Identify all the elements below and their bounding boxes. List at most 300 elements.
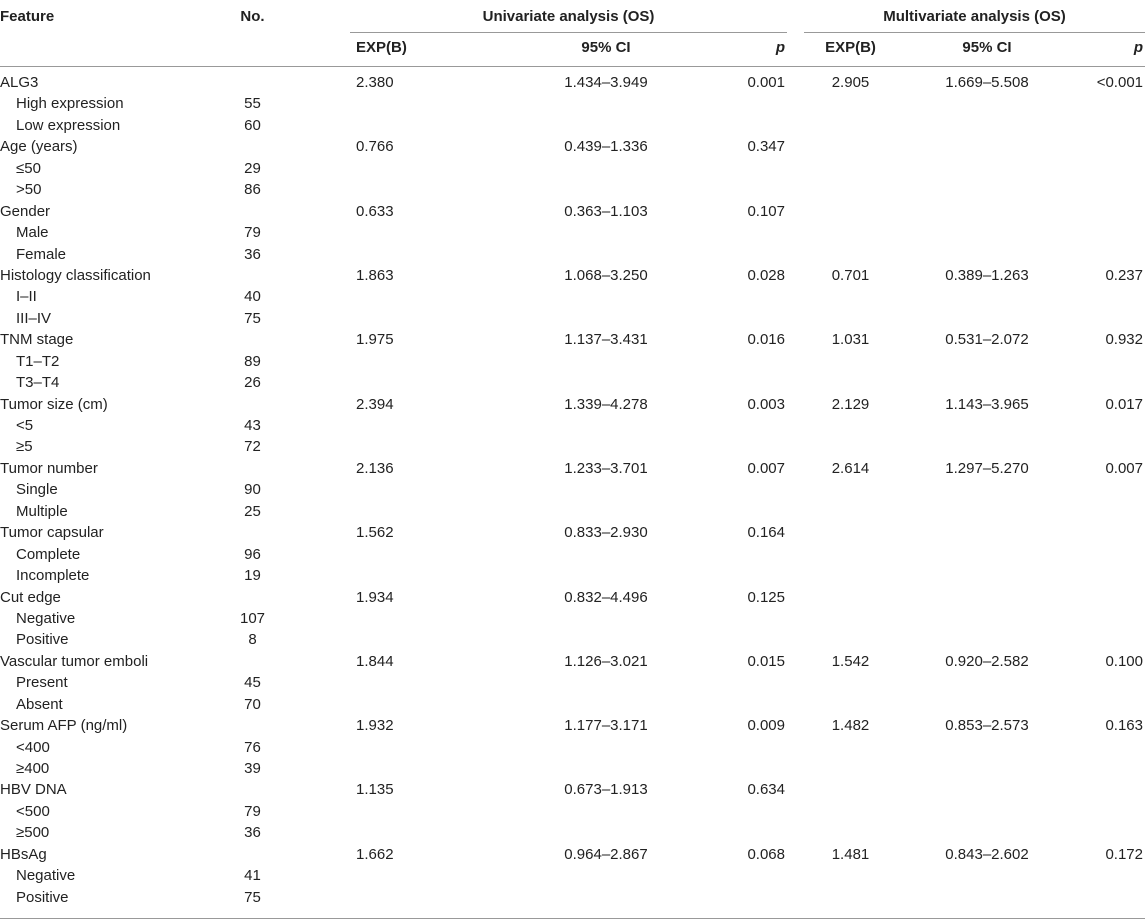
p-value-cell	[1077, 889, 1145, 910]
ci-cell	[510, 353, 702, 374]
exp-cell	[804, 246, 897, 267]
exp-cell	[804, 117, 897, 138]
exp-cell	[350, 374, 510, 395]
subgroup-label: III–IV	[16, 309, 52, 327]
ci-cell	[510, 889, 702, 910]
exp-cell	[350, 481, 510, 502]
subgroup-label: Male	[16, 224, 49, 242]
header-no: No.	[240, 8, 265, 25]
subgroup-label: Positive	[16, 631, 69, 649]
ci-cell	[897, 824, 1077, 845]
header-row-1	[0, 0, 1145, 33]
exp-cell	[804, 374, 897, 395]
ci-cell	[897, 631, 1077, 652]
subgroup-label: Low expression	[16, 116, 121, 134]
p-value-cell	[702, 631, 787, 652]
exp-cell: 2.614	[831, 459, 870, 477]
ci-cell	[897, 181, 1077, 202]
count-cell	[225, 396, 280, 417]
ci-cell	[897, 117, 1077, 138]
table-row	[0, 803, 1145, 824]
header-u-p: p	[702, 33, 787, 67]
exp-cell: 1.662	[356, 845, 394, 863]
exp-cell	[350, 546, 510, 567]
p-value-cell	[1077, 867, 1145, 888]
exp-cell	[350, 760, 510, 781]
count-cell: 79	[244, 802, 261, 820]
exp-cell: 1.481	[831, 845, 870, 863]
table-row	[0, 524, 1145, 545]
exp-cell: 2.394	[356, 395, 394, 413]
p-value-cell	[1077, 310, 1145, 331]
p-value-cell	[702, 696, 787, 717]
exp-cell	[804, 503, 897, 524]
ci-cell	[897, 567, 1077, 588]
ci-cell	[510, 417, 702, 438]
feature-label: Cut edge	[0, 588, 61, 606]
p-value-cell	[1077, 631, 1145, 652]
exp-cell: 0.633	[356, 202, 394, 220]
p-value-cell: 0.003	[747, 395, 785, 413]
feature-label: Gender	[0, 202, 51, 220]
subgroup-label: ≥400	[16, 760, 50, 777]
p-value-cell	[702, 181, 787, 202]
header-row-2	[0, 33, 1145, 67]
exp-cell: 1.031	[831, 331, 870, 349]
exp-cell	[350, 803, 510, 824]
p-value-cell: 0.164	[747, 524, 785, 542]
bottom-rule	[0, 918, 1145, 919]
exp-cell	[804, 781, 897, 802]
p-value-cell	[702, 417, 787, 438]
feature-label: HBsAg	[0, 845, 47, 863]
ci-cell: 0.843–2.602	[945, 845, 1029, 863]
count-cell: 89	[244, 352, 261, 370]
exp-cell: 0.766	[356, 138, 394, 156]
count-cell: 107	[239, 609, 266, 627]
exp-cell	[350, 438, 510, 459]
ci-cell	[510, 181, 702, 202]
table-row	[0, 224, 1145, 245]
header-univariate: Univariate analysis (OS)	[350, 0, 787, 33]
p-value-cell	[1077, 246, 1145, 267]
count-cell: 75	[244, 309, 261, 327]
table-row	[0, 653, 1145, 674]
subgroup-label: T1–T2	[16, 352, 60, 370]
ci-cell	[897, 246, 1077, 267]
p-value-cell	[1077, 610, 1145, 631]
ci-cell	[510, 824, 702, 845]
ci-cell	[897, 481, 1077, 502]
exp-cell	[804, 288, 897, 309]
exp-cell	[350, 117, 510, 138]
ci-cell	[897, 310, 1077, 331]
exp-cell	[350, 824, 510, 845]
p-value-cell	[702, 246, 787, 267]
ci-cell	[510, 95, 702, 116]
p-value-cell	[702, 503, 787, 524]
table-row	[0, 203, 1145, 224]
p-value-cell	[702, 674, 787, 695]
p-value-cell	[702, 760, 787, 781]
exp-cell	[804, 95, 897, 116]
subgroup-label: High expression	[16, 95, 124, 113]
p-value-cell	[702, 117, 787, 138]
p-value-cell	[1077, 524, 1145, 545]
ci-cell: 0.531–2.072	[945, 331, 1029, 349]
ci-cell	[510, 481, 702, 502]
exp-cell	[350, 288, 510, 309]
ci-cell	[510, 310, 702, 331]
ci-cell	[897, 739, 1077, 760]
p-value-cell	[1077, 760, 1145, 781]
p-value-cell	[1077, 224, 1145, 245]
exp-cell	[350, 739, 510, 760]
table-row	[0, 396, 1145, 417]
exp-cell	[804, 138, 897, 159]
ci-cell: 0.389–1.263	[945, 266, 1029, 284]
p-value-cell	[1077, 824, 1145, 845]
subgroup-label: <5	[16, 417, 34, 434]
table-row	[0, 374, 1145, 395]
p-value-cell	[1077, 353, 1145, 374]
p-value-cell	[702, 374, 787, 395]
p-value-cell	[1077, 117, 1145, 138]
ci-cell	[510, 246, 702, 267]
count-cell: 40	[244, 288, 261, 306]
exp-cell	[350, 674, 510, 695]
table-row	[0, 95, 1145, 116]
table-row	[0, 460, 1145, 481]
header-feature: Feature	[0, 8, 55, 25]
ci-cell	[510, 803, 702, 824]
exp-cell	[804, 824, 897, 845]
p-value-cell	[1077, 438, 1145, 459]
ci-cell	[897, 438, 1077, 459]
p-value-cell: 0.634	[747, 781, 785, 799]
header-u-ci: 95% CI	[510, 33, 702, 67]
exp-cell	[350, 696, 510, 717]
p-value-cell	[1077, 374, 1145, 395]
exp-cell: 1.482	[831, 717, 870, 735]
exp-cell: 1.932	[356, 717, 394, 735]
ci-cell	[510, 760, 702, 781]
count-cell: 25	[244, 502, 261, 520]
p-value-cell	[1077, 803, 1145, 824]
feature-label: Histology classification	[0, 266, 151, 284]
ci-cell	[897, 417, 1077, 438]
table-row	[0, 760, 1145, 781]
ci-cell	[897, 224, 1077, 245]
p-value-cell	[1077, 181, 1145, 202]
subgroup-label: ≥5	[16, 438, 33, 456]
p-value-cell	[1077, 503, 1145, 524]
p-value-cell: 0.172	[1105, 845, 1143, 863]
subgroup-label: Multiple	[16, 502, 68, 520]
p-value-cell	[702, 310, 787, 331]
exp-cell: 1.135	[356, 781, 394, 799]
p-value-cell	[702, 546, 787, 567]
p-value-cell: 0.107	[747, 202, 785, 220]
count-cell	[225, 203, 280, 224]
ci-cell	[897, 138, 1077, 159]
table-row	[0, 546, 1145, 567]
p-value-cell	[1077, 417, 1145, 438]
count-cell	[225, 331, 280, 352]
count-cell: 19	[244, 567, 261, 585]
ci-cell: 1.339–4.278	[564, 395, 648, 413]
subgroup-label: Negative	[16, 609, 76, 627]
p-value-cell	[702, 803, 787, 824]
exp-cell	[804, 696, 897, 717]
ci-cell: 0.833–2.930	[564, 524, 648, 542]
ci-cell	[510, 288, 702, 309]
exp-cell	[804, 181, 897, 202]
count-cell: 29	[244, 159, 261, 177]
ci-cell	[897, 524, 1077, 545]
exp-cell	[350, 889, 510, 910]
ci-cell	[897, 889, 1077, 910]
ci-cell	[897, 803, 1077, 824]
ci-cell	[897, 95, 1077, 116]
table-row	[0, 674, 1145, 695]
exp-cell	[804, 567, 897, 588]
exp-cell: 2.129	[831, 395, 870, 413]
header-m-p: p	[1077, 33, 1145, 67]
p-value-cell: 0.001	[747, 74, 785, 91]
count-cell: 41	[244, 867, 261, 885]
exp-cell	[804, 224, 897, 245]
p-value-cell	[702, 353, 787, 374]
exp-cell	[804, 353, 897, 374]
ci-cell: 0.964–2.867	[564, 845, 648, 863]
exp-cell: 2.380	[356, 74, 394, 91]
p-value-cell: 0.007	[747, 459, 785, 477]
table-row	[0, 246, 1145, 267]
p-value-cell: 0.347	[747, 138, 785, 156]
header-m-ci: 95% CI	[897, 33, 1077, 67]
count-cell	[225, 846, 280, 867]
exp-cell	[804, 417, 897, 438]
table-row	[0, 267, 1145, 288]
table-row	[0, 67, 1145, 96]
subgroup-label: >50	[16, 181, 42, 199]
subgroup-label: Present	[16, 674, 68, 692]
table-row	[0, 781, 1145, 802]
p-value-cell: 0.932	[1105, 331, 1143, 349]
ci-cell	[897, 374, 1077, 395]
ci-cell	[510, 567, 702, 588]
exp-cell	[350, 610, 510, 631]
exp-cell	[804, 546, 897, 567]
count-cell: 72	[244, 438, 261, 456]
table-row	[0, 160, 1145, 181]
p-value-cell: 0.009	[747, 717, 785, 735]
p-value-cell	[1077, 739, 1145, 760]
feature-label: TNM stage	[0, 331, 74, 349]
p-value-cell	[702, 889, 787, 910]
subgroup-label: T3–T4	[16, 374, 60, 392]
p-value-cell: 0.028	[747, 266, 785, 284]
count-cell: 26	[244, 374, 261, 392]
count-cell	[225, 267, 280, 288]
subgroup-label: ≤50	[16, 159, 41, 177]
exp-cell	[350, 95, 510, 116]
ci-cell	[897, 160, 1077, 181]
count-cell: 86	[244, 181, 261, 199]
exp-cell	[804, 160, 897, 181]
table-row	[0, 631, 1145, 652]
table-row	[0, 417, 1145, 438]
exp-cell	[804, 889, 897, 910]
count-cell: 8	[248, 631, 257, 649]
ci-cell	[897, 503, 1077, 524]
table-row	[0, 717, 1145, 738]
ci-cell: 1.297–5.270	[945, 459, 1029, 477]
ci-cell	[510, 546, 702, 567]
ci-cell	[510, 503, 702, 524]
ci-cell	[510, 696, 702, 717]
count-cell: 75	[244, 888, 261, 906]
count-cell: 43	[244, 417, 261, 434]
exp-cell	[804, 803, 897, 824]
table-row	[0, 117, 1145, 138]
count-cell: 55	[244, 95, 261, 113]
header-m-exp: EXP(B)	[804, 33, 897, 67]
p-value-cell: 0.068	[747, 845, 785, 863]
p-value-cell	[702, 224, 787, 245]
ci-cell	[510, 674, 702, 695]
count-cell: 79	[244, 224, 261, 242]
count-cell	[225, 781, 280, 802]
ci-cell: 1.177–3.171	[564, 717, 648, 735]
header-u-exp: EXP(B)	[350, 33, 510, 67]
p-value-cell	[1077, 288, 1145, 309]
ci-cell	[897, 760, 1077, 781]
p-value-cell	[702, 739, 787, 760]
ci-cell: 0.853–2.573	[945, 717, 1029, 735]
table-row	[0, 181, 1145, 202]
exp-cell	[350, 224, 510, 245]
ci-cell	[897, 203, 1077, 224]
exp-cell: 1.562	[356, 524, 394, 542]
subgroup-label: Absent	[16, 695, 63, 713]
exp-cell	[350, 567, 510, 588]
exp-cell: 1.975	[356, 331, 394, 349]
ci-cell	[510, 160, 702, 181]
feature-label: Tumor capsular	[0, 524, 104, 542]
table-row	[0, 610, 1145, 631]
exp-cell	[350, 631, 510, 652]
ci-cell: 1.143–3.965	[945, 395, 1029, 413]
exp-cell: 1.844	[356, 652, 394, 670]
table-row	[0, 138, 1145, 159]
exp-cell	[350, 246, 510, 267]
exp-cell	[804, 203, 897, 224]
table-row	[0, 846, 1145, 867]
ci-cell	[510, 867, 702, 888]
count-cell	[225, 67, 280, 96]
ci-cell	[897, 696, 1077, 717]
count-cell: 90	[244, 481, 261, 499]
p-value-cell	[702, 95, 787, 116]
count-cell	[225, 524, 280, 545]
p-value-cell: 0.017	[1105, 395, 1143, 413]
table-row	[0, 288, 1145, 309]
count-cell	[225, 138, 280, 159]
p-value-cell: <0.001	[1096, 74, 1143, 91]
exp-cell	[804, 674, 897, 695]
header-multivariate: Multivariate analysis (OS)	[804, 0, 1145, 33]
table-row	[0, 589, 1145, 610]
table-row	[0, 481, 1145, 502]
subgroup-label: I–II	[16, 288, 37, 306]
exp-cell	[804, 739, 897, 760]
p-value-cell	[702, 288, 787, 309]
p-value-cell	[702, 610, 787, 631]
ci-cell	[897, 610, 1077, 631]
p-value-cell	[702, 867, 787, 888]
p-value-cell: 0.100	[1105, 652, 1143, 670]
ci-cell	[897, 353, 1077, 374]
ci-cell	[510, 224, 702, 245]
ci-cell	[510, 739, 702, 760]
exp-cell	[350, 310, 510, 331]
table-row	[0, 438, 1145, 459]
p-value-cell	[702, 481, 787, 502]
exp-cell	[350, 181, 510, 202]
ci-cell	[510, 374, 702, 395]
count-cell: 45	[244, 674, 261, 692]
exp-cell	[350, 353, 510, 374]
count-cell: 96	[244, 545, 261, 563]
ci-cell: 0.920–2.582	[945, 652, 1029, 670]
p-value-cell	[1077, 589, 1145, 610]
ci-cell	[897, 867, 1077, 888]
ci-cell: 0.363–1.103	[564, 202, 648, 220]
count-cell	[225, 653, 280, 674]
exp-cell: 2.905	[831, 74, 870, 91]
count-cell: 36	[244, 245, 261, 263]
subgroup-label: Single	[16, 481, 58, 499]
count-cell: 39	[244, 760, 261, 777]
subgroup-label: Female	[16, 245, 67, 263]
p-value-cell: 0.015	[747, 652, 785, 670]
p-value-cell: 0.016	[747, 331, 785, 349]
ci-cell	[897, 674, 1077, 695]
feature-label: Age (years)	[0, 138, 78, 156]
table-row	[0, 331, 1145, 352]
table-row	[0, 739, 1145, 760]
ci-cell	[510, 631, 702, 652]
table-row	[0, 503, 1145, 524]
table-row	[0, 889, 1145, 910]
ci-cell	[510, 610, 702, 631]
subgroup-label: Positive	[16, 888, 69, 906]
p-value-cell	[1077, 160, 1145, 181]
p-value-cell	[1077, 95, 1145, 116]
p-value-cell	[1077, 138, 1145, 159]
exp-cell	[804, 438, 897, 459]
count-cell: 60	[244, 116, 261, 134]
ci-cell	[897, 546, 1077, 567]
feature-label: Tumor number	[0, 459, 98, 477]
subgroup-label: ≥500	[16, 824, 50, 842]
feature-label: Serum AFP (ng/ml)	[0, 717, 128, 735]
count-cell: 76	[244, 738, 261, 756]
exp-cell: 2.136	[356, 459, 394, 477]
p-value-cell	[1077, 781, 1145, 802]
